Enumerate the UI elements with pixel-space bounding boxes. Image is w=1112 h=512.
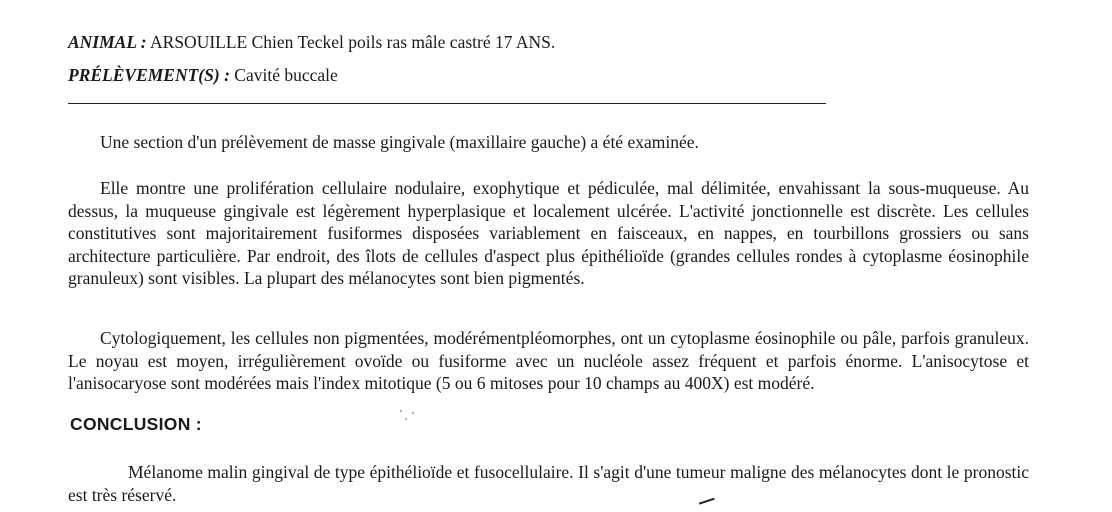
sample-label: PRÉLÈVEMENT(S) : — [68, 65, 230, 85]
sample-line — [68, 64, 338, 86]
conclusion-heading: CONCLUSION : — [70, 414, 202, 434]
paragraph-description: Elle montre une prolifération cellulaire nodulaire, exophytique et pédiculée, mal délimitée, envahissant la sous-muqueuse. Au dessus, la muqueuse gingivale est légèrement hyperplasique et localement ulcérée. L'activité jonctionnelle est discrète. Les cellules constitutives sont majoritairement fusiformes disposées variablement en faisceaux, en nappes, en tourbillons grossiers ou sans architecture particulière. Par endroit, des îlots de cellules d'aspect plus épithélioïde (grandes cellules rondes à cytoplasme éosinophile granuleux) sont visibles. La plupart des mélanocytes sont bien pigmentés. — [68, 178, 1029, 288]
animal-line — [68, 31, 555, 53]
conclusion-text: Mélanome malin gingival de type épithélioïde et fusocellulaire. Il s'agit d'une tumeur maligne des mélanocytes dont le pronostic est très réservé. — [68, 462, 1029, 505]
paragraph-section: Une section d'un prélèvement de masse gingivale (maxillaire gauche) a été examinée. — [100, 132, 699, 152]
scan-speck — [405, 418, 407, 420]
animal-value: ARSOUILLE Chien Teckel poils ras mâle castré 17 ANS. — [146, 32, 556, 52]
scan-speck — [412, 412, 414, 414]
header-divider — [68, 103, 826, 104]
sample-value: Cavité buccale — [229, 65, 338, 85]
animal-label: ANIMAL : — [68, 32, 147, 52]
scan-speck — [400, 410, 402, 412]
paragraph-cytology: Cytologiquement, les cellules non pigmentées, modérémentpléomorphes, ont un cytoplasme éosinophile ou pâle, parfois granuleux. Le noyau est moyen, irrégulièrement ovoïde ou fusiforme avec un nucléole assez fréquent et parfois énorme. L'anisocytose et l'anisocaryose sont modérées mais l'index mitotique (5 ou 6 mitoses pour 10 champs au 400X) est modéré. — [68, 328, 1029, 393]
